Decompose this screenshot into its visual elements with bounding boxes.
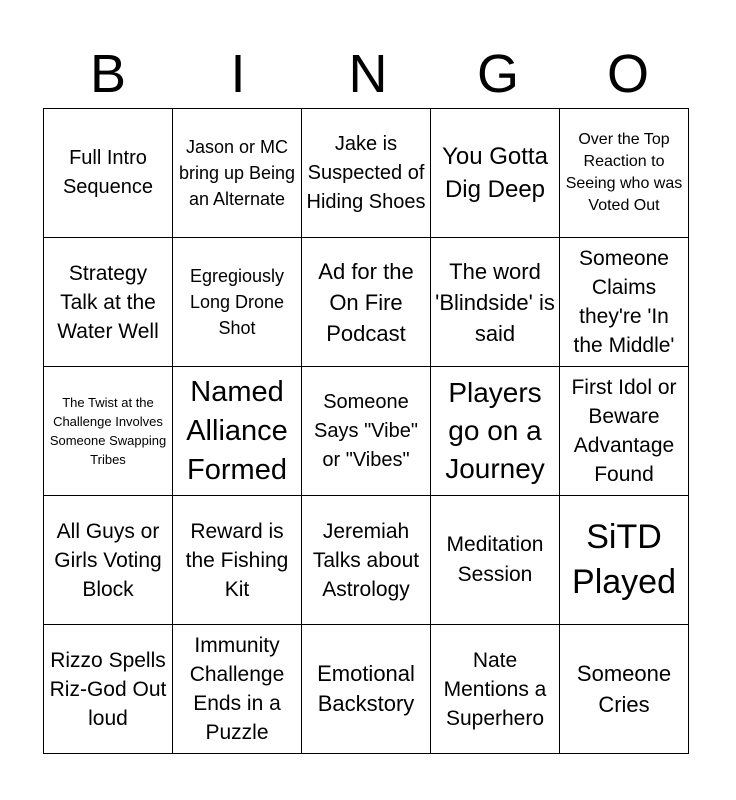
- cell-text: Jason or MC bring up Being an Alternate: [178, 137, 296, 209]
- bingo-cell[interactable]: [173, 625, 302, 754]
- bingo-cell[interactable]: [302, 625, 431, 754]
- bingo-cell[interactable]: [173, 496, 302, 625]
- bingo-cell[interactable]: [302, 496, 431, 625]
- bingo-cell[interactable]: [431, 367, 560, 496]
- cell-text: Meditation Session: [446, 533, 544, 586]
- cell-text: First Idol or Beware Advantage Found: [571, 376, 677, 486]
- bingo-cell[interactable]: [431, 625, 560, 754]
- cell-text: You Gotta Dig Deep: [442, 143, 548, 203]
- cell-text: Nate Mentions a Superhero: [443, 648, 547, 730]
- cell-text: Reward is the Fishing Kit: [185, 519, 289, 601]
- bingo-cell[interactable]: [44, 367, 173, 496]
- bingo-cell[interactable]: [302, 109, 431, 238]
- cell-text: Someone Says "Vibe" or "Vibes": [314, 390, 418, 471]
- cell-text: Named Alliance Formed: [186, 375, 288, 486]
- bingo-cell[interactable]: [302, 238, 431, 367]
- cell-text: Over the Top Reaction to Seeing who was Voted Out: [565, 131, 683, 214]
- bingo-cell[interactable]: [560, 367, 689, 496]
- cell-text: Full Intro Sequence: [62, 147, 154, 198]
- cell-text: Rizzo Spells Riz-God Out loud: [49, 648, 167, 730]
- board-row: [44, 496, 689, 625]
- bingo-cell[interactable]: [44, 625, 173, 754]
- cell-text: Egregiously Long Drone Shot: [189, 266, 285, 338]
- header-letter-i: I: [230, 44, 246, 104]
- bingo-board: [43, 108, 689, 754]
- bingo-cell[interactable]: [173, 367, 302, 496]
- bingo-cell[interactable]: [560, 625, 689, 754]
- board-row: [44, 367, 689, 496]
- board-row: [44, 238, 689, 367]
- bingo-cell[interactable]: [431, 496, 560, 625]
- cell-text: Someone Cries: [576, 661, 672, 717]
- header-letter-o: O: [606, 44, 649, 104]
- bingo-cell[interactable]: [560, 496, 689, 625]
- cell-text: The word 'Blindside' is said: [435, 258, 555, 346]
- cell-text: All Guys or Girls Voting Block: [54, 519, 162, 601]
- header-letter-n: N: [348, 44, 388, 104]
- board-row: [44, 109, 689, 238]
- cell-text: Jake is Suspected of Hiding Shoes: [306, 132, 426, 213]
- bingo-cell[interactable]: [560, 238, 689, 367]
- cell-text: Someone Claims they're 'In the Middle': [573, 247, 675, 357]
- bingo-cell[interactable]: [173, 238, 302, 367]
- cell-text: Emotional Backstory: [317, 661, 415, 716]
- bingo-header: [43, 40, 693, 108]
- cell-text: Jeremiah Talks about Astrology: [312, 519, 420, 601]
- header-letter-b: B: [89, 44, 127, 104]
- board-row: [44, 625, 689, 754]
- cell-text: The Twist at the Challenge Involves Someone Swapping Tribes: [49, 395, 167, 467]
- cell-text: SiTD Played: [572, 518, 676, 601]
- bingo-cell[interactable]: [560, 109, 689, 238]
- bingo-cell[interactable]: [431, 109, 560, 238]
- bingo-cell[interactable]: [431, 238, 560, 367]
- cell-text: Players go on a Journey: [445, 377, 545, 484]
- bingo-cell[interactable]: [44, 496, 173, 625]
- bingo-cell[interactable]: [302, 367, 431, 496]
- cell-text: Strategy Talk at the Water Well: [57, 261, 159, 343]
- cell-text: Ad for the On Fire Podcast: [318, 258, 414, 346]
- bingo-cell[interactable]: [44, 109, 173, 238]
- bingo-cell[interactable]: [173, 109, 302, 238]
- header-letter-g: G: [476, 44, 519, 104]
- cell-text: Immunity Challenge Ends in a Puzzle: [189, 634, 285, 744]
- bingo-cell[interactable]: [44, 238, 173, 367]
